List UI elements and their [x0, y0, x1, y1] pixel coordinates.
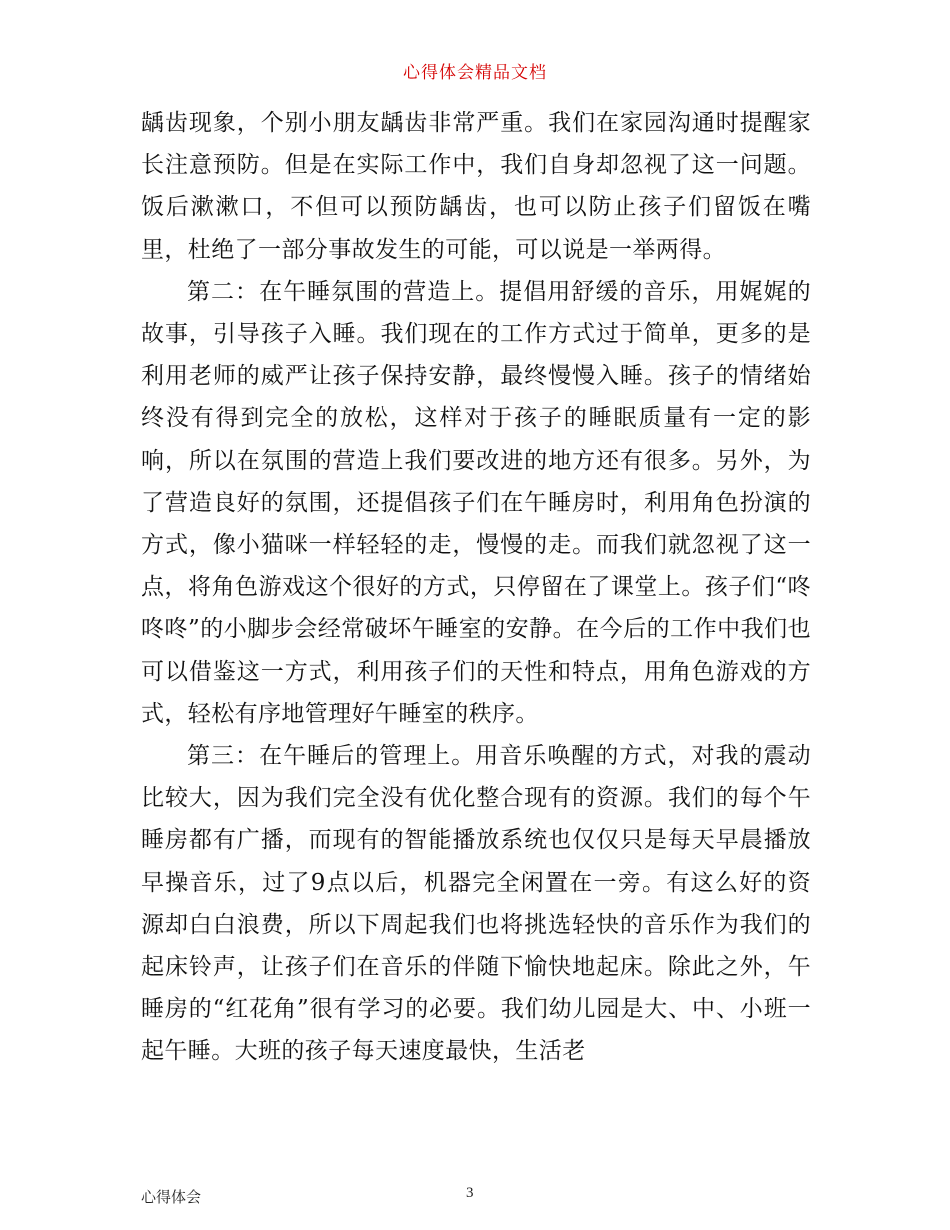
paragraph-third-point: 第三：在午睡后的管理上。用音乐唤醒的方式，对我的震动比较大，因为我们完全没有优化整合现有的资源。我们的每个午睡房都有广播，而现有的智能播放系统也仅仅只是每天早晨播放早操音乐，过了9点以后，机器完全闲置在一旁。有这么好的资源却白白浪费，所以下周起我们也将挑选轻快的音乐作为我们的起床铃声，让孩子们在音乐的伴随下愉快地起床。除此之外，午睡房的“红花角”很有学习的必要。我们幼儿园是大、中、小班一起午睡。大班的孩子每天速度最快，生活老 — [141, 743, 811, 1065]
paragraph-continuation: 龋齿现象，个别小朋友龋齿非常严重。我们在家园沟通时提醒家长注意预防。但是在实际工作中，我们自身却忽视了这一问题。饭后漱漱口，不但可以预防龋齿，也可以防止孩子们留饭在嘴里，杜绝了一部分事故发生的可能，可以说是一举两得。 — [141, 110, 811, 263]
footer-label: 心得体会 — [141, 1188, 202, 1206]
page-header-title: 心得体会精品文档 — [403, 63, 547, 83]
page-number: 3 — [466, 1185, 474, 1201]
paragraph-second-point: 第二：在午睡氛围的营造上。提倡用舒缓的音乐，用娓娓的故事，引导孩子入睡。我们现在的工作方式过于简单，更多的是利用老师的威严让孩子保持安静，最终慢慢入睡。孩子的情绪始终没有得到完全的放松，这样对于孩子的睡眠质量有一定的影响，所以在氛围的营造上我们要改进的地方还有很多。另外，为了营造良好的氛围，还提倡孩子们在午睡房时，利用角色扮演的方式，像小猫咪一样轻轻的走，慢慢的走。而我们就忽视了这一点，将角色游戏这个很好的方式，只停留在了课堂上。孩子们“咚咚咚”的小脚步会经常破坏午睡室的安静。在今后的工作中我们也可以借鉴这一方式，利用孩子们的天性和特点，用角色游戏的方式，轻松有序地管理好午睡室的秩序。 — [141, 278, 811, 727]
document-body — [141, 102, 811, 1073]
